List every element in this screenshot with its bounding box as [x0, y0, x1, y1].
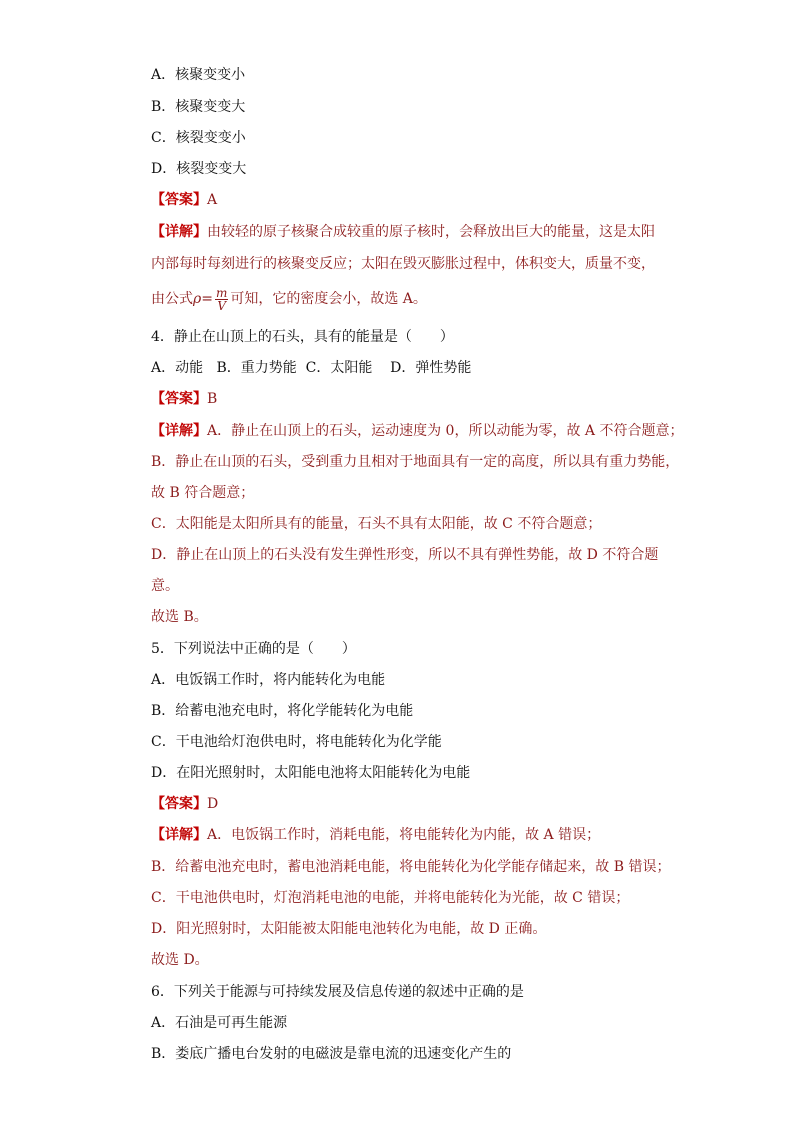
q3-option-b: B．核聚变变大	[151, 99, 246, 115]
q3-answer-value: A	[207, 192, 218, 208]
q4-explanation-line-5: D．静止在山顶上的石头没有发生弹性形变，所以不具有弹性势能，故 D 不符合题	[151, 547, 659, 563]
explain-label: 【详解】	[151, 423, 207, 439]
q5-option-c: C．干电池给灯泡供电时，将电能转化为化学能	[151, 734, 442, 750]
q5-question: 5．下列说法中正确的是（ ）	[151, 641, 356, 657]
q3-explanation-line-1: 【详解】由较轻的原子核聚合成较重的原子核时，会释放出巨大的能量，这是太阳	[151, 224, 655, 240]
q5-explanation-line-4: D．阳光照射时，太阳能被太阳能电池转化为电能，故 D 正确。	[151, 921, 547, 937]
q4-answer-value: B	[207, 391, 218, 407]
q5-option-d: D．在阳光照射时，太阳能电池将太阳能转化为电能	[151, 765, 471, 781]
q4-explanation-line-6: 意。	[151, 578, 179, 594]
q5-option-b: B．给蓄电池充电时，将化学能转化为电能	[151, 703, 414, 719]
q4-options: A．动能 B．重力势能 C．太阳能 D．弹性势能	[151, 360, 472, 376]
density-formula-fraction	[215, 287, 228, 312]
answer-label: 【答案】	[151, 391, 207, 407]
explain-label: 【详解】	[151, 827, 207, 843]
q4-explanation-line-4: C．太阳能是太阳所具有的能量，石头不具有太阳能，故 C 不符合题意；	[151, 516, 602, 532]
q5-explanation-line-3: C．干电池供电时，灯泡消耗电池的电能，并将电能转化为光能，故 C 错误；	[151, 890, 630, 906]
q5-answer-value: D	[207, 796, 219, 812]
q4-explanation-line-2: B．静止在山顶的石头，受到重力且相对于地面具有一定的高度，所以具有重力势能，	[151, 454, 680, 470]
q3-explanation-line-2: 内部每时每刻进行的核聚变反应；太阳在毁灭膨胀过程中，体积变大，质量不变，	[151, 256, 655, 272]
q5-explanation-line-5: 故选 D。	[151, 952, 209, 968]
fraction-numerator: m	[215, 285, 228, 300]
q3-explanation-line-3: 由公式ρ= $\frac{m}{V}$ 可知，它的密度会小，故选 A。	[151, 285, 427, 313]
q5-explanation-line-1: 【详解】A．电饭锅工作时，消耗电能，将电能转化为内能，故 A 错误；	[151, 827, 601, 843]
q3-option-d: D．核裂变变大	[151, 161, 247, 177]
density-symbol: ρ	[193, 291, 202, 307]
q4-question: 4．静止在山顶上的石头，具有的能量是（ ）	[151, 329, 454, 345]
q5-option-a: A．电饭锅工作时，将内能转化为电能	[151, 672, 386, 688]
q3-option-a: A．核聚变变小	[151, 67, 246, 83]
q6-option-a: A．石油是可再生能源	[151, 1015, 288, 1031]
fraction-denominator: V	[217, 298, 226, 313]
q4-explanation-line-7: 故选 B。	[151, 609, 208, 625]
explain-label: 【详解】	[151, 224, 207, 240]
q5-answer	[151, 795, 218, 813]
q4-explanation-line-1: 【详解】A．静止在山顶上的石头，运动速度为 0，所以动能为零，故 A 不符合题意；	[151, 423, 684, 439]
q3-answer	[151, 191, 217, 209]
q5-explanation-line-2: B．给蓄电池充电时，蓄电池消耗电能，将电能转化为化学能存储起来，故 B 错误；	[151, 859, 671, 875]
q4-explanation-line-3: 故 B 符合题意；	[151, 485, 255, 501]
q6-option-b: B．娄底广播电台发射的电磁波是靠电流的迅速变化产生的	[151, 1046, 512, 1062]
q4-answer	[151, 390, 217, 408]
answer-label: 【答案】	[151, 192, 207, 208]
answer-label: 【答案】	[151, 796, 207, 812]
q6-question: 6．下列关于能源与可持续发展及信息传递的叙述中正确的是	[151, 984, 524, 1000]
q3-option-c: C．核裂变变小	[151, 130, 246, 146]
